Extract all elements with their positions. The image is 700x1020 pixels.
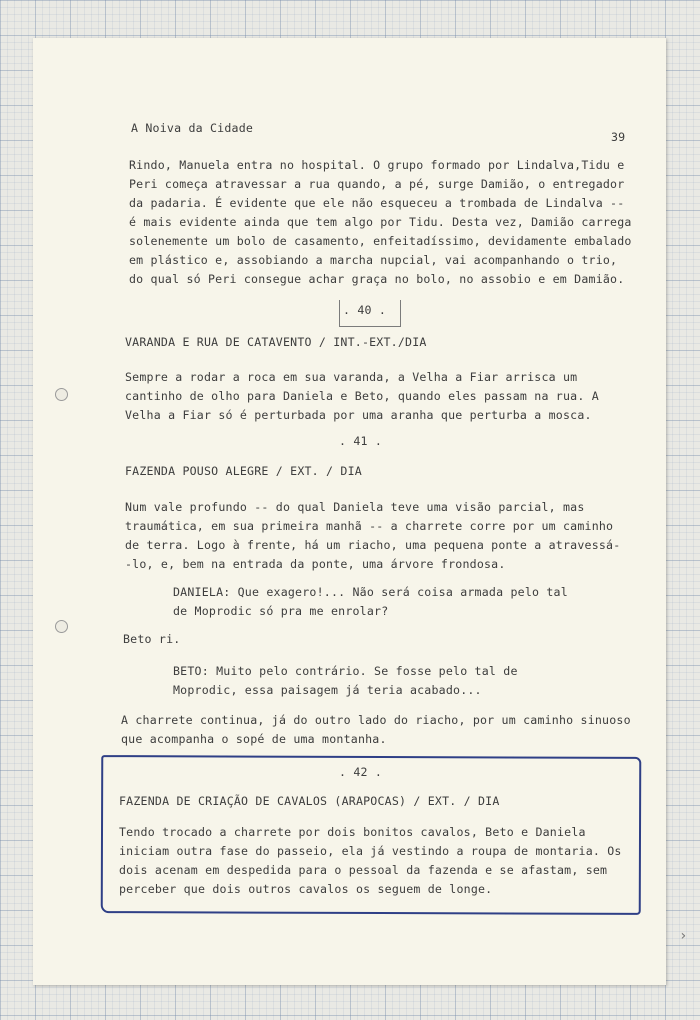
dialogue-line: de Moprodic só pra me enrolar? — [173, 604, 389, 618]
text-line: dois acenam em despedida para o pessoal da fazenda e se afastam, sem — [119, 863, 608, 877]
margin-mark: › — [679, 928, 688, 944]
text-line: é mais evidente ainda que tem algo por Tidu. Desta vez, Damião carrega — [129, 215, 632, 229]
dialogue-line: BETO: Muito pelo contrário. Se fosse pelo tal de — [173, 664, 518, 678]
text-line: Rindo, Manuela entra no hospital. O grupo formado por Lindalva,Tidu e — [129, 158, 625, 172]
header-title: A Noiva da Cidade — [131, 121, 254, 135]
script-page — [33, 38, 688, 985]
text-line: Tendo trocado a charrete por dois bonitos cavalos, Beto e Daniela — [119, 825, 586, 839]
scene-number: . 41 . — [339, 434, 383, 448]
page-number: 39 — [611, 130, 626, 144]
text-line: cantinho de olho para Daniela e Beto, quando eles passam na rua. A — [125, 389, 599, 403]
text-line: em plástico e, assobiando a marcha nupcial, vai acompanhando o trio, — [129, 253, 618, 267]
action-line: Beto ri. — [123, 632, 181, 646]
text-line: Peri começa atravessar a rua quando, a pé, surge Damião, o entregador — [129, 177, 625, 191]
text-line: Sempre a rodar a roca em sua varanda, a Velha a Fiar arrisca um — [125, 370, 578, 384]
scene-number: . 40 . — [343, 303, 387, 317]
scene-heading: VARANDA E RUA DE CATAVENTO / INT.-EXT./DIA — [125, 335, 427, 349]
text-line: que acompanha o sopé de uma montanha. — [121, 732, 387, 746]
text-line: solenemente um bolo de casamento, enfeitadíssimo, devidamente embalado — [129, 234, 632, 248]
text-line: do qual só Peri consegue achar graça no bolo, no assobio e em Damião. — [129, 272, 625, 286]
text-line: perceber que dois outros cavalos os seguem de longe. — [119, 882, 493, 896]
scene-number: . 42 . — [339, 765, 383, 779]
text-line: Num vale profundo -- do qual Daniela teve uma visão parcial, mas — [125, 500, 585, 514]
scene-heading: FAZENDA POUSO ALEGRE / EXT. / DIA — [125, 464, 362, 478]
text-line: de terra. Logo à frente, há um riacho, uma pequena ponte a atravessá- — [125, 538, 621, 552]
text-line: A charrete continua, já do outro lado do riacho, por um caminho sinuoso — [121, 713, 631, 727]
punch-hole-bottom — [55, 620, 68, 633]
text-line: Velha a Fiar só é perturbada por uma aranha que perturba a mosca. — [125, 408, 592, 422]
punch-hole-top — [55, 388, 68, 401]
text-line: traumática, em sua primeira manhã -- a charrete corre por um caminho — [125, 519, 614, 533]
text-line: iniciam outra fase do passeio, ela já vestindo a roupa de montaria. Os — [119, 844, 622, 858]
scene-heading: FAZENDA DE CRIAÇÃO DE CAVALOS (ARAPOCAS) / EXT. / DIA — [119, 794, 500, 808]
dialogue-line: Moprodic, essa paisagem já teria acabado... — [173, 683, 482, 697]
text-line: -lo, e, bem na entrada da ponte, uma árvore frondosa. — [125, 557, 506, 571]
text-line: da padaria. É evidente que ele não esqueceu a trombada de Lindalva -- — [129, 196, 625, 210]
dialogue-line: DANIELA: Que exagero!... Não será coisa armada pelo tal — [173, 585, 568, 599]
